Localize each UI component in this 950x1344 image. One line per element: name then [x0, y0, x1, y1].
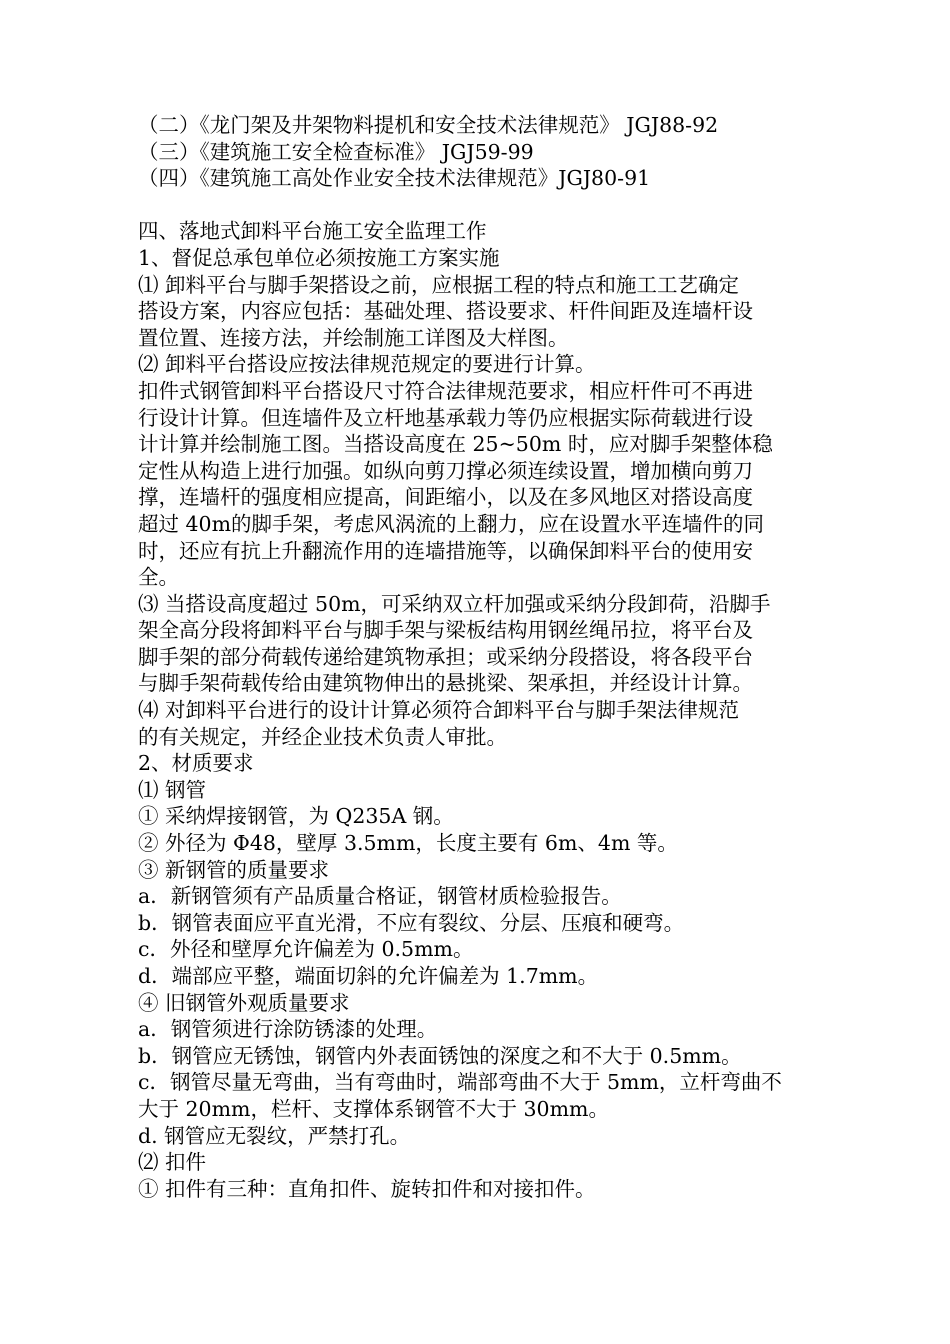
list-item: d. 钢管应无裂纹，严禁打孔。 [138, 1123, 411, 1148]
list-item: d．端部应平整，端面切斜的允许偏差为 1.7mm。 [138, 964, 599, 988]
subsection-heading-1: 1、督促总承包单位必须按施工方案实施 [138, 245, 500, 270]
section-heading-4: 四、落地式卸料平台施工安全监理工作 [138, 219, 487, 244]
paragraph-line: 置位置、连接方法，并绘制施工详图及大样图。 [138, 325, 569, 350]
ref-standard-3: （三）《建筑施工安全检查标准》 JGJ59-99 [138, 139, 534, 164]
list-item: ③ 新钢管的质量要求 [138, 857, 330, 882]
item-heading: ⑵ 扣件 [138, 1150, 207, 1175]
list-item: ② 外径为 Φ48，壁厚 3.5mm，长度主要有 6m、4m 等。 [138, 831, 678, 856]
item-heading: ⑴ 钢管 [138, 777, 207, 802]
paragraph-line: ⑷ 对卸料平台进行的设计计算必须符合卸料平台与脚手架法律规范 [138, 698, 740, 723]
paragraph-line: 撑，连墙杆的强度相应提高，间距缩小，以及在多风地区对搭设高度 [138, 485, 753, 510]
list-item: a．新钢管须有产品质量合格证，钢管材质检验报告。 [138, 884, 622, 909]
paragraph-line: ⑴ 卸料平台与脚手架搭设之前，应根据工程的特点和施工工艺确定 [138, 272, 740, 297]
paragraph-line: ⑶ 当搭设高度超过 50m，可采纳双立杆加强或采纳分段卸荷，沿脚手 [138, 591, 771, 616]
list-item: b．钢管表面应平直光滑，不应有裂纹、分层、压痕和硬弯。 [138, 910, 685, 935]
list-item: ① 扣件有三种：直角扣件、旋转扣件和对接扣件。 [138, 1176, 596, 1201]
ref-standard-2: （二）《龙门架及井架物料提机和安全技术法律规范》 JGJ88-92 [138, 113, 719, 137]
paragraph-line: 扣件式钢管卸料平台搭设尺寸符合法律规范要求，相应杆件可不再进 [138, 378, 753, 403]
paragraph-line: ⑵ 卸料平台搭设应按法律规范规定的要进行计算。 [138, 352, 596, 377]
paragraph-line: 全。 [138, 565, 179, 590]
paragraph-line: 搭设方案，内容应包括：基础处理、搭设要求、杆件间距及连墙杆设 [138, 299, 753, 324]
list-item: c．钢管尽量无弯曲，当有弯曲时，端部弯曲不大于 5mm，立杆弯曲不 [138, 1070, 782, 1095]
list-item: a．钢管须进行涂防锈漆的处理。 [138, 1017, 438, 1042]
list-item: 大于 20mm，栏杆、支撑体系钢管不大于 30mm。 [138, 1096, 609, 1121]
subsection-heading-2: 2、材质要求 [138, 751, 254, 776]
list-item: c．外径和壁厚允许偏差为 0.5mm。 [138, 937, 474, 962]
paragraph-line: 与脚手架荷载传给由建筑物伸出的悬挑梁、架承担，并经设计计算。 [138, 671, 753, 696]
paragraph-line: 的有关规定，并经企业技术负责人审批。 [138, 724, 507, 749]
paragraph-line: 架全高分段将卸料平台与脚手架与梁板结构用钢丝绳吊拉，将平台及 [138, 618, 753, 643]
ref-standard-4: （四）《建筑施工高处作业安全技术法律规范》JGJ80-91 [138, 166, 651, 191]
blank-line [138, 192, 820, 219]
paragraph-line: 超过 40m的脚手架，考虑风涡流的上翻力，应在设置水平连墙件的同 [138, 511, 765, 536]
paragraph-line: 脚手架的部分荷载传递给建筑物承担；或采纳分段搭设，将各段平台 [138, 644, 753, 669]
list-item: ① 采纳焊接钢管，为 Q235A 钢。 [138, 804, 454, 829]
paragraph-line: 计计算并绘制施工图。当搭设高度在 25~50m 时，应对脚手架整体稳 [138, 432, 773, 457]
list-item: b．钢管应无锈蚀，钢管内外表面锈蚀的深度之和不大于 0.5mm。 [138, 1043, 742, 1068]
list-item: ④ 旧钢管外观质量要求 [138, 990, 350, 1015]
paragraph-line: 时，还应有抗上升翻流作用的连墙措施等，以确保卸料平台的使用安 [138, 538, 753, 563]
paragraph-line: 行设计计算。但连墙件及立杆地基承载力等仍应根据实际荷载进行设 [138, 405, 753, 430]
paragraph-line: 定性从构造上进行加强。如纵向剪刀撑必须连续设置，增加横向剪刀 [138, 458, 753, 483]
